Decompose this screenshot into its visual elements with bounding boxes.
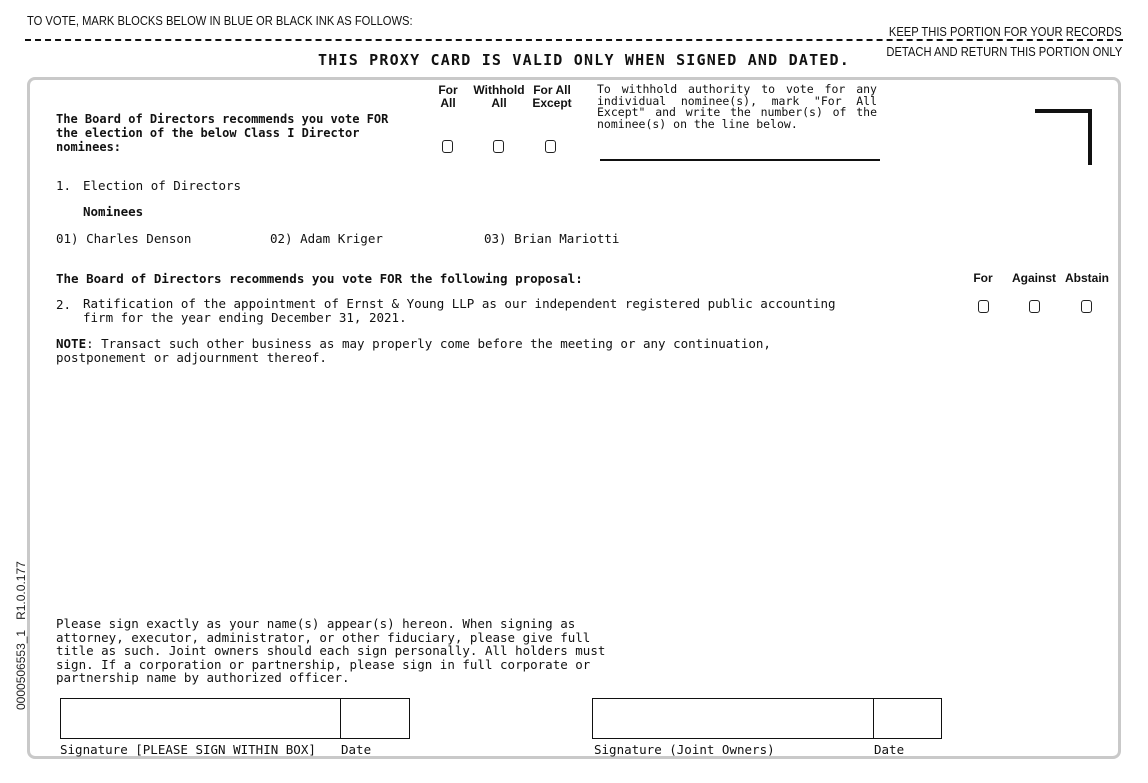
keep-portion-text: KEEP THIS PORTION FOR YOUR RECORDS (889, 24, 1122, 39)
note (56, 337, 836, 365)
nominee-3: 03) Brian Mariotti (484, 231, 620, 246)
item-2-number: 2. (56, 297, 72, 312)
side-reference-code (14, 561, 28, 710)
column-header-for: For (973, 271, 993, 285)
detach-portion-label (848, 44, 1122, 59)
column-header-abstain: Abstain (1064, 271, 1109, 285)
joint-date-box[interactable] (873, 698, 942, 739)
board-recommendation-proposal: The Board of Directors recommends you vote FOR the following proposal: (56, 271, 583, 286)
column-header-against: Against (1011, 271, 1056, 285)
column-header-for-all: For All (438, 83, 458, 110)
vote-instruction (27, 13, 475, 28)
checkbox-proposal-against[interactable] (1029, 300, 1040, 313)
side-reference-code-text: 0000506553_1 R1.0.0.177 (14, 561, 28, 710)
signing-instructions: Please sign exactly as your name(s) appear(s) hereon. When signing as attorney, executor, administrator, or other fiduciary, please give full title as such. Joint owners should each sign personally. All holders must sign. If a corporation or partnership, please sign in full corporate or partnership name by authorized officer. (56, 616, 606, 685)
nominees-heading: Nominees (83, 204, 144, 219)
note-text: : Transact such other business as may properly come before the meeting or any continuation, postponement or adjournment thereof. (56, 336, 771, 365)
corner-registration-mark (1035, 109, 1092, 165)
signature-box[interactable] (60, 698, 341, 739)
checkbox-proposal-for[interactable] (978, 300, 989, 313)
keep-portion-label (851, 24, 1122, 39)
detach-portion-text: DETACH AND RETURN THIS PORTION ONLY (886, 44, 1122, 59)
withhold-instruction: To withhold authority to vote for any individual nominee(s), mark "For All Except" and write the number(s) of the nominee(s) on the line below. (597, 82, 877, 131)
note-label: NOTE (56, 336, 87, 351)
board-recommendation-election: The Board of Directors recommends you vote FOR the election of the below Class I Director nominees: (56, 112, 389, 154)
date-box[interactable] (340, 698, 410, 739)
date-label: Date (341, 742, 372, 757)
checkbox-for-all[interactable] (442, 140, 453, 153)
column-header-withhold-all: Withhold All (473, 83, 525, 110)
nominee-2: 02) Adam Kriger (270, 231, 383, 246)
nominee-1: 01) Charles Denson (56, 231, 192, 246)
column-header-for-all-except: For All Except (532, 83, 572, 110)
signature-label: Signature [PLEASE SIGN WITHIN BOX] (60, 742, 316, 757)
item-2-text: Ratification of the appointment of Ernst & Young LLP as our independent registered public accounting firm for the year ending December 31, 2021. (83, 296, 836, 325)
item-1-number: 1. (56, 178, 72, 193)
checkbox-proposal-abstain[interactable] (1081, 300, 1092, 313)
joint-signature-label: Signature (Joint Owners) (594, 742, 775, 757)
nominee-number-write-line[interactable] (600, 159, 880, 161)
joint-date-label: Date (874, 742, 905, 757)
valid-notice: THIS PROXY CARD IS VALID ONLY WHEN SIGNED AND DATED. (318, 51, 850, 69)
item-1-title: Election of Directors (83, 178, 242, 193)
detach-dashed-line (25, 39, 1123, 41)
joint-signature-box[interactable] (592, 698, 874, 739)
vote-instruction-text: TO VOTE, MARK BLOCKS BELOW IN BLUE OR BLACK INK AS FOLLOWS: (27, 13, 413, 28)
checkbox-for-all-except[interactable] (545, 140, 556, 153)
checkbox-withhold-all[interactable] (493, 140, 504, 153)
